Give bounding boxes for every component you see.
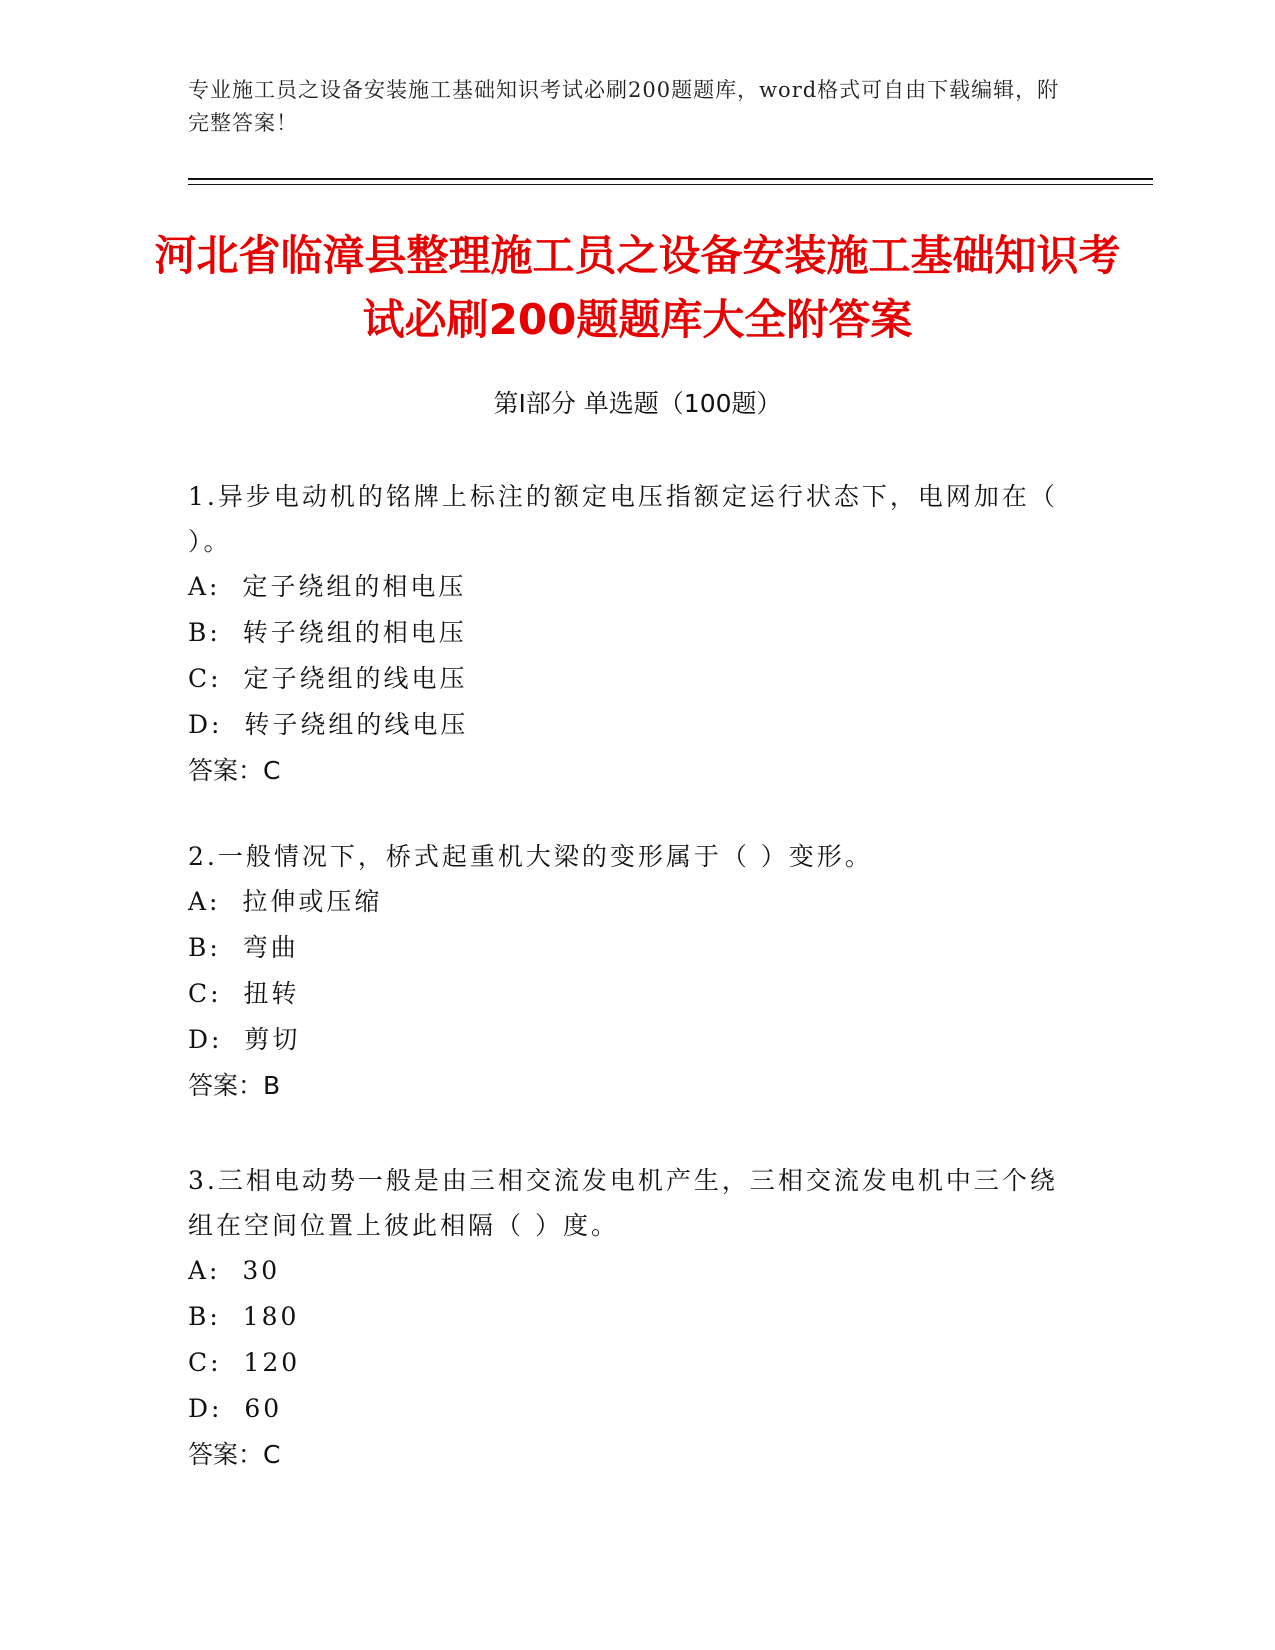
option-b: B: 转子绕组的相电压 <box>188 618 467 647</box>
header-note: 专业施工员之设备安装施工基础知识考试必刷200题题库，word格式可自由下载编辑，附完整答案！ <box>188 78 1060 135</box>
header-divider-thick <box>188 178 1153 180</box>
option-d: D: 转子绕组的线电压 <box>188 710 469 739</box>
section-title: 第Ⅰ部分 单选题（100题） <box>493 389 782 418</box>
option-d: D: 60 <box>188 1394 283 1423</box>
option-a: A: 30 <box>188 1256 281 1285</box>
option-c: C: 120 <box>188 1348 301 1377</box>
answer: 答案：C <box>188 756 281 785</box>
question-stem: 2.一般情况下，桥式起重机大梁的变形属于（ ）变形。 <box>188 842 873 871</box>
option-d: D: 剪切 <box>188 1025 301 1054</box>
question-2 <box>188 834 1068 1109</box>
question-1 <box>188 474 1068 794</box>
option-b: B: 弯曲 <box>188 933 299 962</box>
option-c: C: 定子绕组的线电压 <box>188 664 468 693</box>
answer: 答案：B <box>188 1071 281 1100</box>
answer: 答案：C <box>188 1440 281 1469</box>
option-a: A: 拉伸或压缩 <box>188 887 383 916</box>
header-divider-thin <box>188 184 1153 185</box>
option-a: A: 定子绕组的相电压 <box>188 572 467 601</box>
document-title: 河北省临漳县整理施工员之设备安装施工基础知识考试必刷200题题库大全附答案 <box>154 231 1121 344</box>
option-c: C: 扭转 <box>188 979 300 1008</box>
question-3 <box>188 1158 1068 1478</box>
question-stem: 3.三相电动势一般是由三相交流发电机产生，三相交流发电机中三个绕组在空间位置上彼此相隔（ ）度。 <box>188 1166 1058 1240</box>
option-b: B: 180 <box>188 1302 300 1331</box>
question-stem: 1.异步电动机的铭牌上标注的额定电压指额定运行状态下，电网加在（ ）。 <box>188 482 1058 556</box>
